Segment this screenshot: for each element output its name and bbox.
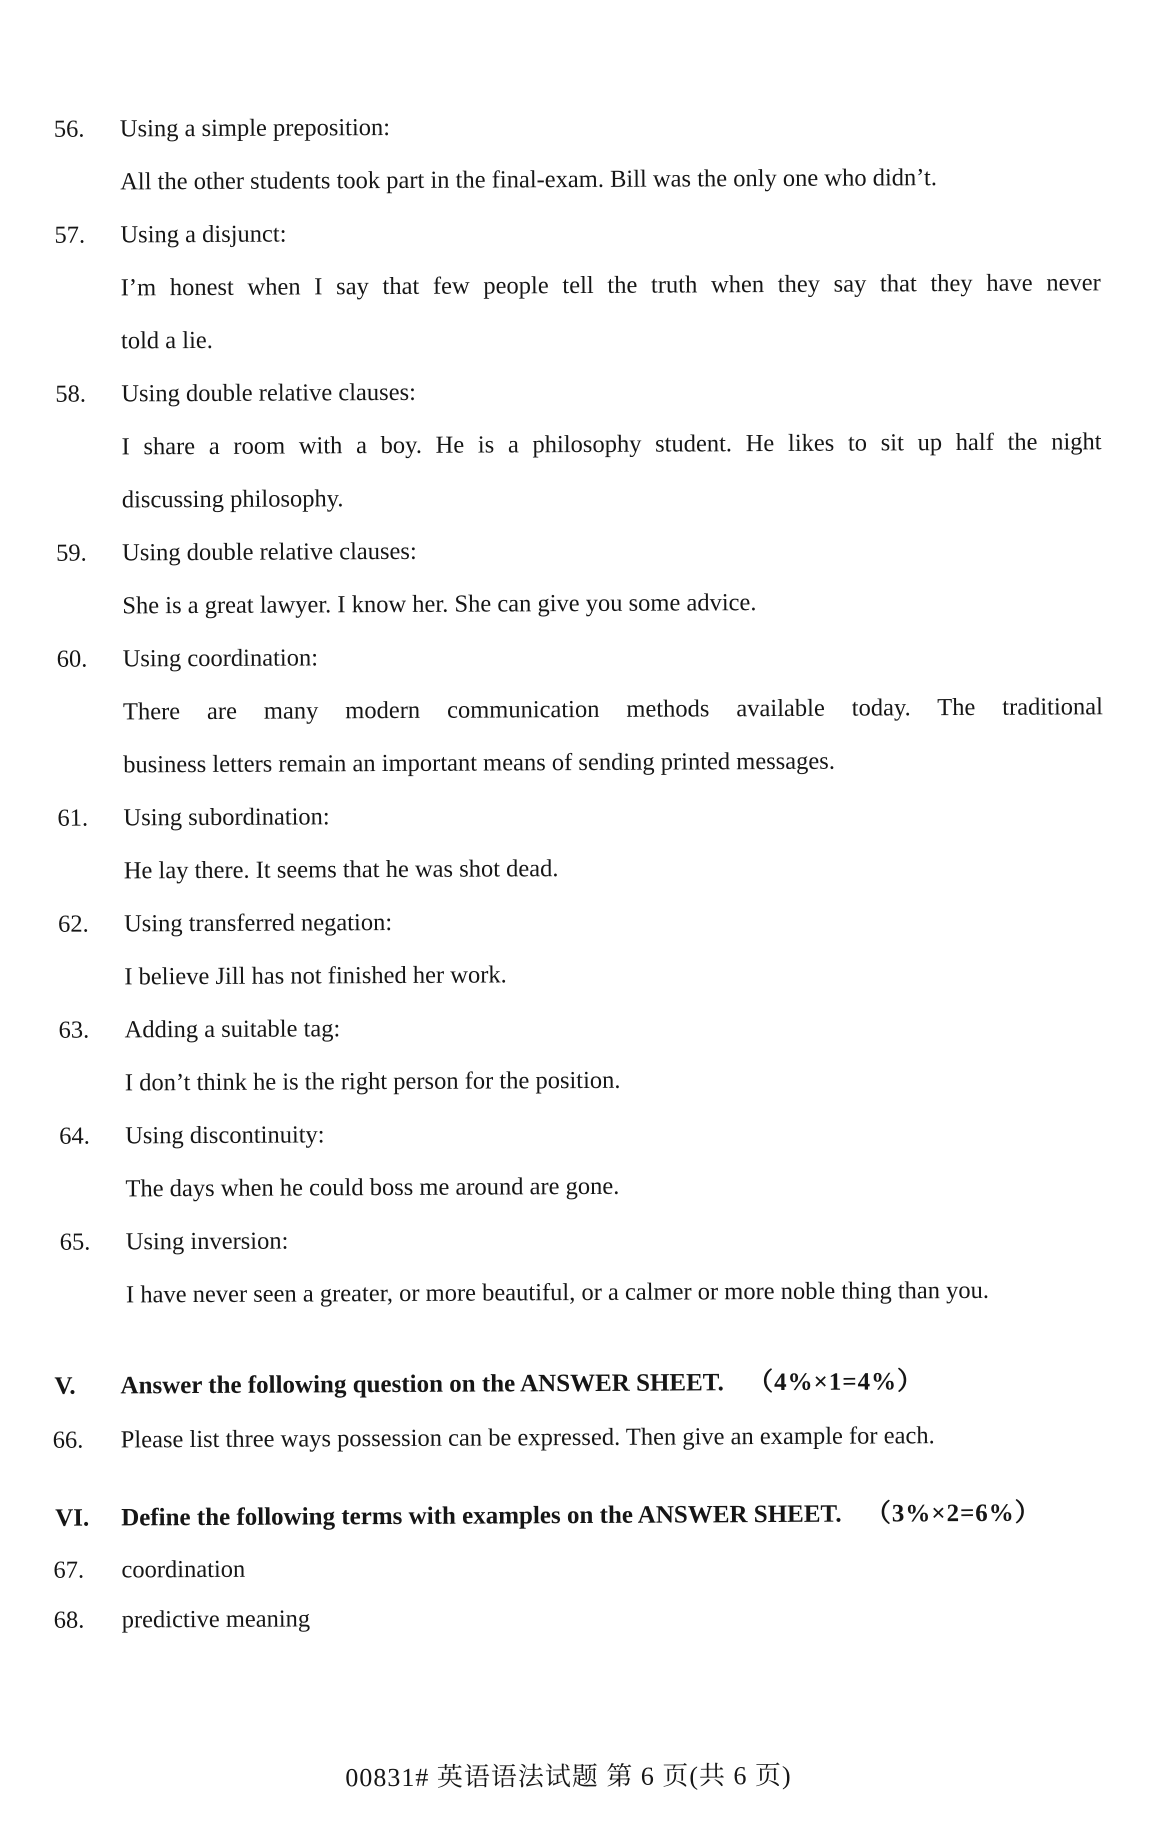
question-58 bbox=[0, 362, 1162, 527]
question-example-59: She is a great lawyer. I know her. She can give you some advice. bbox=[122, 589, 757, 620]
question-heading-62: Using transferred negation: bbox=[123, 908, 393, 938]
question-example-58-line-1: I share a room with a boy. He is a philosophy student. He likes to sit up half the night bbox=[121, 428, 1102, 461]
section-v-numeral: V. bbox=[54, 1372, 76, 1400]
section-vi-points: （3%×2=6%） bbox=[865, 1499, 1041, 1528]
question-66 bbox=[3, 1410, 1164, 1466]
question-heading-63: Adding a suitable tag: bbox=[124, 1015, 341, 1044]
question-text-68: predictive meaning bbox=[121, 1605, 311, 1634]
question-example-60-line-2: business letters remain an important means of sending printed messages. bbox=[123, 747, 835, 779]
question-example-61: He lay there. It seems that he was shot dead. bbox=[123, 855, 559, 885]
question-example-64: The days when he could boss me around are gone. bbox=[125, 1172, 620, 1203]
question-example-58-line-2: discussing philosophy. bbox=[121, 485, 344, 514]
question-60 bbox=[0, 627, 1163, 792]
question-heading-65: Using inversion: bbox=[125, 1227, 289, 1256]
question-example-60-line-1: There are many modern communication methods available today. The traditional bbox=[122, 693, 1104, 726]
question-67 bbox=[3, 1540, 1164, 1596]
question-59 bbox=[0, 521, 1163, 633]
question-number-57: 57. bbox=[54, 221, 86, 249]
question-number-67: 67. bbox=[53, 1556, 85, 1584]
section-v-title: Answer the following question on the ANSWER SHEET. bbox=[120, 1369, 724, 1400]
question-heading-57: Using a disjunct: bbox=[120, 220, 287, 249]
question-example-57-line-2: told a lie. bbox=[120, 326, 213, 355]
question-65 bbox=[2, 1210, 1164, 1322]
question-56 bbox=[0, 97, 1160, 209]
question-number-68: 68. bbox=[53, 1606, 85, 1634]
question-number-63: 63. bbox=[58, 1016, 90, 1044]
section-vi-title: Define the following terms with examples on the ANSWER SHEET. bbox=[121, 1500, 842, 1532]
question-number-60: 60. bbox=[56, 645, 88, 673]
question-example-56: All the other students took part in the final-exam. Bill was the only one who didn’t. bbox=[120, 164, 937, 196]
question-number-56: 56. bbox=[53, 115, 85, 143]
question-heading-58: Using double relative clauses: bbox=[121, 378, 416, 408]
page-footer: 00831# 英语语法试题 第 6 页(共 6 页) bbox=[345, 1760, 792, 1793]
question-number-65: 65. bbox=[59, 1228, 91, 1256]
question-number-58: 58. bbox=[55, 380, 86, 408]
question-example-57-line-1: I’m honest when I say that few people tell the truth when they say that they have never bbox=[120, 269, 1101, 302]
question-example-63: I don’t think he is the right person for the position. bbox=[124, 1066, 621, 1097]
question-number-62: 62. bbox=[57, 910, 89, 938]
section-v-header bbox=[2, 1356, 1164, 1412]
question-text-67: coordination bbox=[121, 1555, 246, 1584]
question-68 bbox=[4, 1590, 1164, 1646]
question-64 bbox=[1, 1104, 1164, 1216]
question-57 bbox=[0, 203, 1161, 368]
question-example-62: I believe Jill has not finished her work. bbox=[124, 961, 507, 991]
question-example-65: I have never seen a greater, or more beautiful, or a calmer or more noble thing than you. bbox=[125, 1276, 990, 1309]
question-number-66: 66. bbox=[52, 1426, 84, 1454]
exercise-list bbox=[0, 97, 1164, 1322]
question-heading-61: Using subordination: bbox=[123, 803, 330, 832]
question-text-66: Please list three ways possession can be expressed. Then give an example for each. bbox=[120, 1422, 935, 1454]
question-62 bbox=[0, 892, 1164, 1004]
question-heading-64: Using discontinuity: bbox=[125, 1121, 325, 1150]
question-number-59: 59. bbox=[56, 539, 87, 567]
question-heading-59: Using double relative clauses: bbox=[122, 537, 417, 567]
question-heading-60: Using coordination: bbox=[122, 644, 319, 673]
question-61 bbox=[0, 786, 1164, 898]
question-number-64: 64. bbox=[59, 1122, 90, 1150]
question-number-61: 61. bbox=[57, 804, 89, 832]
question-heading-56: Using a simple preposition: bbox=[119, 113, 391, 143]
section-vi-header bbox=[3, 1488, 1164, 1544]
section-v-points: （4%×1=4%） bbox=[748, 1368, 924, 1397]
section-vi-numeral: VI. bbox=[55, 1504, 90, 1532]
question-63 bbox=[0, 998, 1164, 1110]
